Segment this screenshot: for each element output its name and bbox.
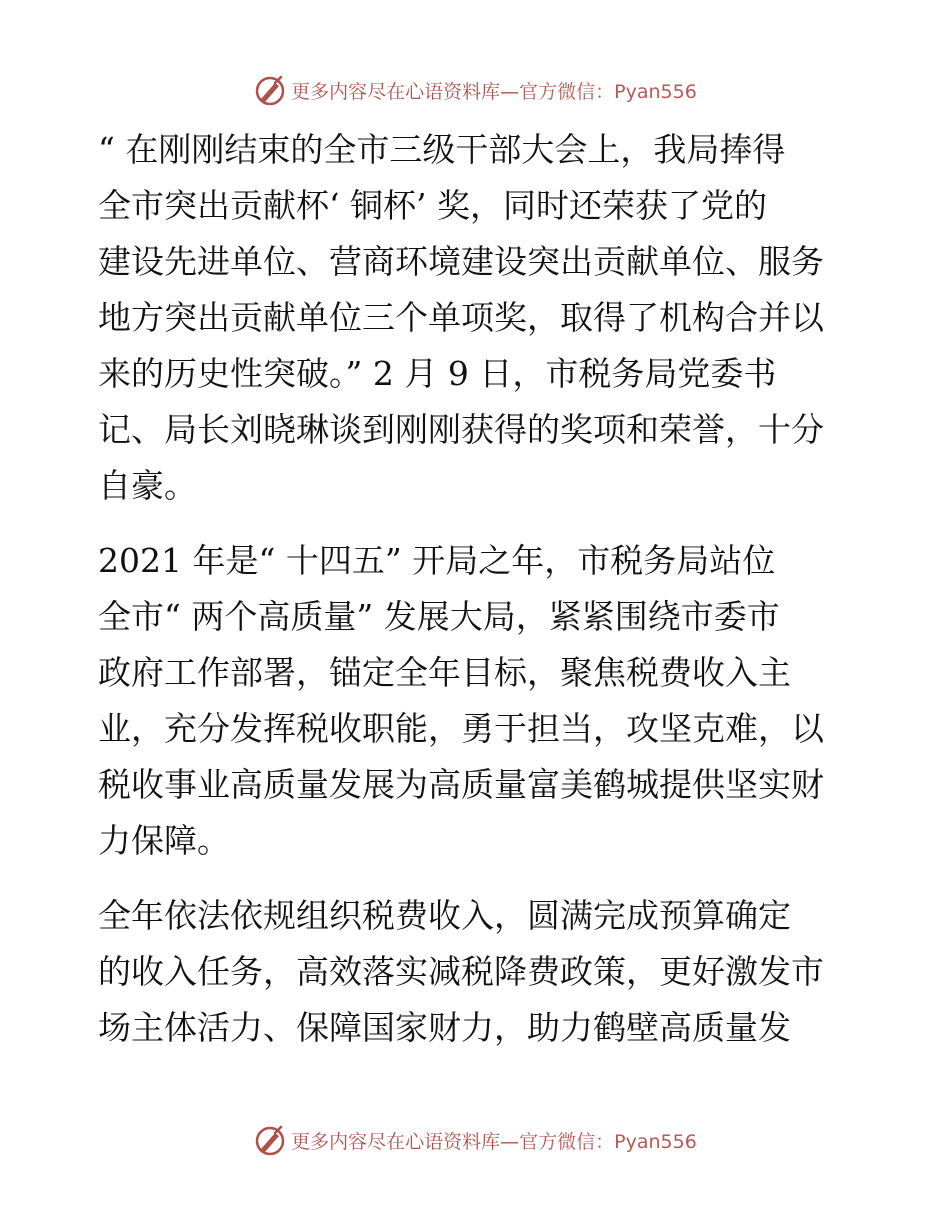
text-line: 全市突出贡献杯‘ 铜杯’ 奖，同时还荣获了党的: [98, 186, 767, 225]
paragraph-3: [98, 888, 853, 1056]
text-line: 力保障。: [98, 821, 230, 860]
header-watermark-banner: [0, 70, 950, 110]
text-line: 全年依法依规组织税费收入，圆满完成预算确定: [98, 896, 791, 935]
pen-logo-icon: [253, 73, 287, 107]
footer-watermark-banner: [0, 1120, 950, 1160]
text-line: 自豪。: [98, 466, 197, 505]
banner-title: 更多内容尽在心语资料库—: [291, 1130, 520, 1153]
text-line: 税收事业高质量发展为高质量富美鹤城提供坚实财: [98, 765, 824, 804]
text-line: 记、局长刘晓琳谈到刚刚获得的奖项和荣誉，十分: [98, 410, 824, 449]
document-body: [98, 122, 853, 1075]
text-line: 建设先进单位、营商环境建设突出贡献单位、服务: [98, 242, 824, 281]
pen-logo-icon: [253, 1123, 287, 1157]
text-line: 场主体活力、保障国家财力，助力鹤壁高质量发: [98, 1008, 791, 1047]
text-line: 业，充分发挥税收职能，勇于担当，攻坚克难，以: [98, 709, 824, 748]
text-line: 2021 年是“ 十四五” 开局之年，市税务局站位: [98, 541, 776, 580]
banner-title: 更多内容尽在心语资料库—: [291, 80, 520, 103]
paragraph-2: [98, 533, 853, 869]
text-line: 政府工作部署，锚定全年目标，聚焦税费收入主: [98, 653, 791, 692]
text-line: 地方突出贡献单位三个单项奖，取得了机构合并以: [98, 298, 824, 337]
paragraph-1: [98, 122, 853, 514]
text-line: 的收入任务，高效落实减税降费政策，更好激发市: [98, 952, 824, 991]
banner-wechat: 官方微信：Pyan556: [519, 1130, 697, 1153]
banner-wechat: 官方微信：Pyan556: [519, 80, 697, 103]
text-line: “ 在刚刚结束的全市三级干部大会上，我局捧得: [98, 130, 786, 169]
text-line: 来的历史性突破。” 2 月 9 日，市税务局党委书: [98, 354, 777, 393]
text-line: 全市“ 两个高质量” 发展大局，紧紧围绕市委市: [98, 597, 780, 636]
